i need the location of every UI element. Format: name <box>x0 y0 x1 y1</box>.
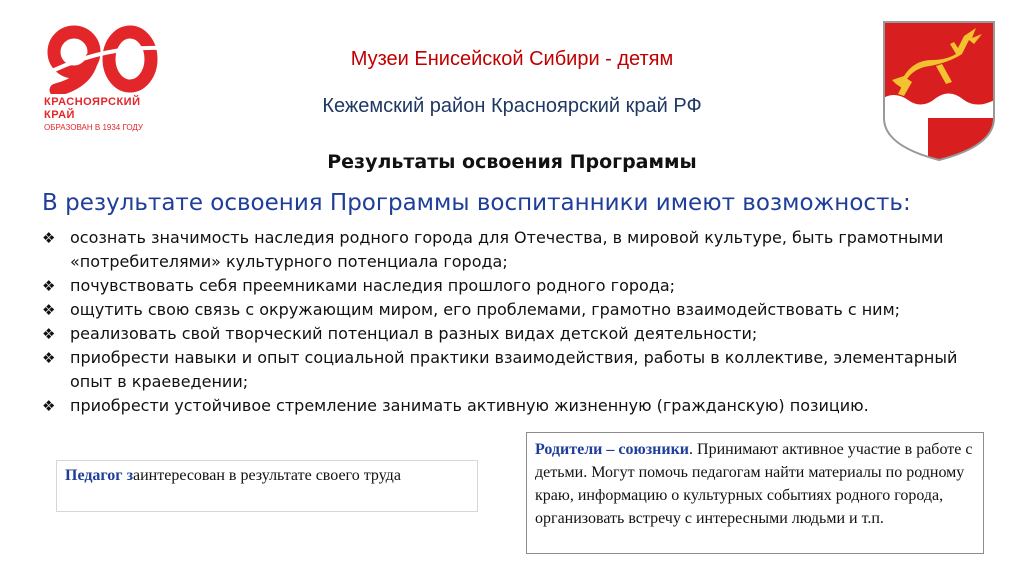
results-heading: В результате освоения Программы воспитанники имеют возможность: <box>42 190 911 216</box>
list-item-text: реализовать свой творческий потенциал в разных видах детской деятельности; <box>70 324 758 343</box>
parents-text: . Принимают активное участие в работе с детьми. Могут помочь педагогам найти материалы по родному краю, информацию о культурных событиях родного города, организовать встречу с интересными людьми и т.п. <box>535 441 973 527</box>
results-list <box>42 226 982 418</box>
teacher-box <box>56 460 478 512</box>
list-item <box>42 274 982 298</box>
list-item <box>42 322 982 346</box>
diamond-bullet-icon: ❖ <box>42 325 56 343</box>
logo-text-line2: КРАЙ <box>44 109 75 121</box>
diamond-bullet-icon: ❖ <box>42 277 56 295</box>
list-item <box>42 394 982 418</box>
diamond-bullet-icon: ❖ <box>42 349 56 367</box>
deer-coat-of-arms-icon <box>880 18 998 164</box>
list-item <box>42 298 982 322</box>
teacher-label: Педагог з <box>65 467 133 484</box>
section-title: Результаты освоения Программы <box>327 151 697 173</box>
parents-label: Родители – союзники <box>535 441 690 458</box>
list-item-text: приобрести устойчивое стремление занимать активную жизненную (гражданскую) позицию. <box>70 396 869 415</box>
list-item-text: почувствовать себя преемниками наследия прошлого родного города; <box>70 276 676 295</box>
parents-box <box>526 432 984 554</box>
list-item-text: приобрести навыки и опыт социальной практики взаимодействия, работы в коллективе, элементарный опыт в краеведении; <box>70 348 958 391</box>
list-item-text: ощутить свою связь с окружающим миром, его проблемами, грамотно взаимодействовать с ним; <box>70 300 901 319</box>
logo-text-line1: КРАСНОЯРСКИЙ <box>44 96 141 108</box>
diamond-bullet-icon: ❖ <box>42 229 56 247</box>
diamond-bullet-icon: ❖ <box>42 397 56 415</box>
logo-text-line3: ОБРАЗОВАН В 1934 ГОДУ <box>44 123 143 132</box>
list-item-text: осознать значимость наследия родного города для Отечества, в мировой культуре, быть грамотными «потребителями» культурного потенциала города; <box>70 228 944 271</box>
list-item <box>42 346 982 394</box>
diamond-bullet-icon: ❖ <box>42 301 56 319</box>
header-title-museums: Музеи Енисейской Сибири - детям <box>350 48 674 70</box>
teacher-text: аинтересован в результате своего труда <box>133 467 401 484</box>
list-item <box>42 226 982 274</box>
header-title-district: Кежемский район Красноярский край РФ <box>322 95 702 117</box>
